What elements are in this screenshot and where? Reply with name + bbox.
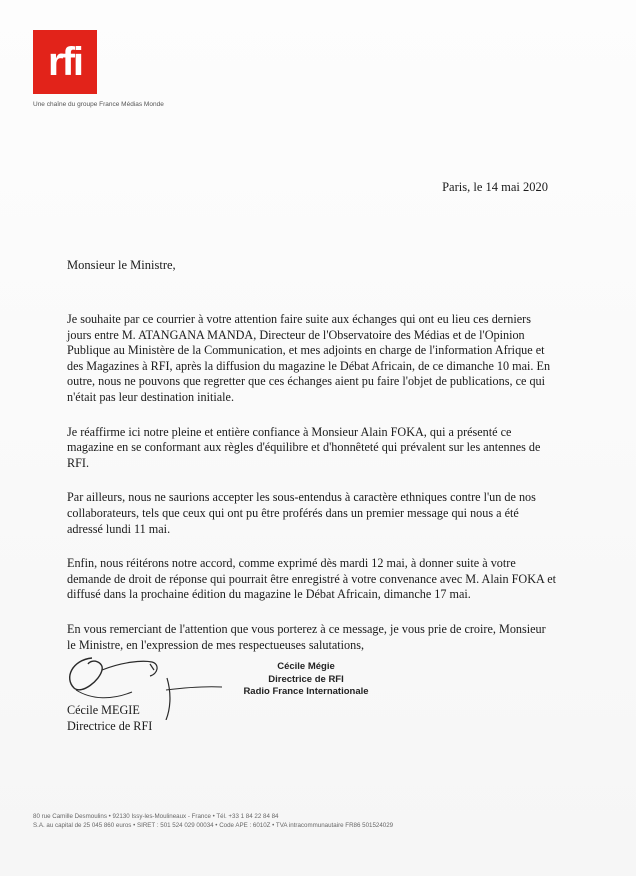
letter-date: Paris, le 14 mai 2020	[442, 180, 548, 194]
stamp-title: Directrice de RFI	[268, 673, 344, 685]
letter-footer	[33, 812, 593, 830]
paragraph-2: Je réaffirme ici notre pleine et entière confiance à Monsieur Alain FOKA, qui a présenté ce magazine en se conformant aux règles d'équilibre et d'honnêteté qui prévalent sur les antennes de RFI.	[67, 424, 541, 470]
signer-title: Directrice de RFI	[67, 718, 153, 733]
rfi-logo	[33, 30, 97, 94]
signer-block	[67, 703, 152, 734]
stamp-name: Cécile Mégie	[277, 661, 335, 672]
paragraph-4: Enfin, nous réitérons notre accord, comme exprimé dès mardi 12 mai, à donner suite à votre demande de droit de réponse qui pourrait être enregistré à votre convenance avec M. Alain FOKA et diffusé dans la prochaine édition du magazine le Débat Africain, dimanche 17 mai.	[67, 556, 557, 602]
letter-salutation: Monsieur le Ministre,	[67, 258, 176, 272]
stamp-org: Radio France Internationale	[243, 686, 369, 697]
header-tagline: Une chaîne du groupe France Médias Monde	[33, 101, 164, 108]
logo-text: rfi	[48, 40, 82, 84]
footer-legal: S.A. au capital de 25 045 860 euros • SIRET : 501 524 029 00034 • Code APE : 6010Z • TVA intracommunautaire FR86 501524029	[33, 822, 394, 829]
signer-name: Cécile MEGIE	[67, 703, 140, 717]
letter-body	[67, 312, 557, 672]
signature-stamp	[216, 661, 396, 699]
footer-address: 80 rue Camille Desmoulins • 92130 Issy-les-Moulineaux - France • Tél. +33 1 84 22 84 84	[33, 813, 279, 820]
paragraph-1: Je souhaite par ce courrier à votre attention faire suite aux échanges qui ont eu lieu ces derniers jours entre M. ATANGANA MANDA, Directeur de l'Observatoire des Médias et de l'Opinion Publique au Ministère de la Communication, et mes adjoints en charge de l'information Afrique et des Magazines à RFI, après la diffusion du magazine le Débat Africain, de ce dimanche 10 mai. En outre, nous ne pouvons que regretter que ces échanges aient pu faire l'objet de publications, ce qui n'était pas leur destination initiale.	[67, 312, 551, 404]
paragraph-5: En vous remerciant de l'attention que vous porterez à ce message, je vous prie de croire, Monsieur le Ministre, en l'expression de mes respectueuses salutations,	[67, 621, 546, 652]
paragraph-3: Par ailleurs, nous ne saurions accepter les sous-entendus à caractère ethniques contre l'un de nos collaborateurs, tels que ceux qui ont pu être proférés dans un premier message qui nous a été adressé lundi 11 mai.	[67, 490, 536, 536]
